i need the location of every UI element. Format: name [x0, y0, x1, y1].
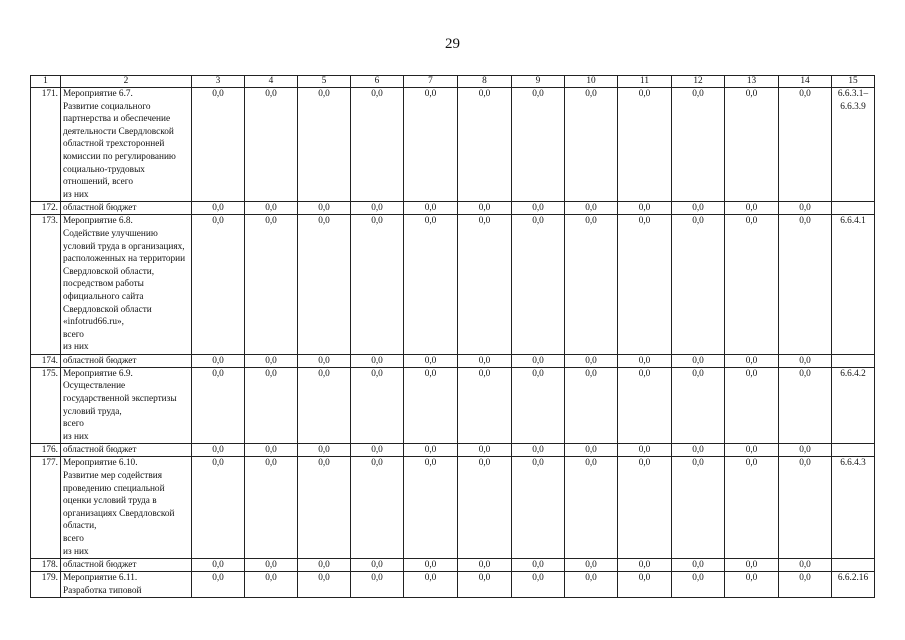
amount-cell: 0,0	[725, 202, 779, 215]
amount-cell: 0,0	[618, 88, 672, 202]
column-header: 8	[458, 76, 512, 88]
amount-cell: 0,0	[779, 202, 832, 215]
amount-cell: 0,0	[512, 367, 565, 444]
amount-cell: 0,0	[672, 354, 725, 367]
target-code-cell: 6.6.3.1– 6.6.3.9	[832, 88, 875, 202]
amount-cell: 0,0	[245, 444, 298, 457]
amount-cell: 0,0	[565, 354, 618, 367]
amount-cell: 0,0	[298, 457, 351, 559]
row-number-cell: 177.	[31, 457, 61, 559]
amount-cell: 0,0	[351, 88, 404, 202]
amount-cell: 0,0	[192, 444, 245, 457]
measure-name-cell: Мероприятие 6.10. Развитие мер содействия проведению специальной оценки условий труда в организациях Свердловской области, всего из них	[61, 457, 192, 559]
column-header: 2	[61, 76, 192, 88]
row-number-cell: 171.	[31, 88, 61, 202]
row-number-cell: 173.	[31, 215, 61, 355]
amount-cell: 0,0	[192, 367, 245, 444]
budget-table	[30, 75, 875, 598]
amount-cell: 0,0	[351, 457, 404, 559]
measure-name-cell: областной бюджет	[61, 202, 192, 215]
measure-name-cell: областной бюджет	[61, 444, 192, 457]
amount-cell: 0,0	[245, 367, 298, 444]
amount-cell: 0,0	[779, 367, 832, 444]
amount-cell: 0,0	[404, 572, 458, 598]
amount-cell: 0,0	[618, 444, 672, 457]
amount-cell: 0,0	[512, 572, 565, 598]
amount-cell: 0,0	[672, 444, 725, 457]
amount-cell: 0,0	[618, 354, 672, 367]
amount-cell: 0,0	[618, 367, 672, 444]
amount-cell: 0,0	[672, 559, 725, 572]
amount-cell: 0,0	[192, 354, 245, 367]
amount-cell: 0,0	[565, 559, 618, 572]
row-number-cell: 175.	[31, 367, 61, 444]
amount-cell: 0,0	[298, 354, 351, 367]
amount-cell: 0,0	[404, 88, 458, 202]
amount-cell: 0,0	[351, 559, 404, 572]
amount-cell: 0,0	[565, 88, 618, 202]
amount-cell: 0,0	[512, 88, 565, 202]
amount-cell: 0,0	[245, 202, 298, 215]
amount-cell: 0,0	[404, 367, 458, 444]
amount-cell: 0,0	[298, 215, 351, 355]
column-header: 13	[725, 76, 779, 88]
table-row	[31, 202, 875, 215]
amount-cell: 0,0	[512, 457, 565, 559]
amount-cell: 0,0	[404, 354, 458, 367]
column-header: 10	[565, 76, 618, 88]
amount-cell: 0,0	[779, 88, 832, 202]
amount-cell: 0,0	[298, 444, 351, 457]
amount-cell: 0,0	[351, 572, 404, 598]
amount-cell: 0,0	[404, 559, 458, 572]
column-header: 15	[832, 76, 875, 88]
amount-cell: 0,0	[404, 457, 458, 559]
column-header: 11	[618, 76, 672, 88]
amount-cell: 0,0	[298, 202, 351, 215]
column-header: 6	[351, 76, 404, 88]
table-body	[31, 88, 875, 598]
amount-cell: 0,0	[512, 444, 565, 457]
column-header: 5	[298, 76, 351, 88]
amount-cell: 0,0	[618, 559, 672, 572]
amount-cell: 0,0	[779, 354, 832, 367]
target-code-cell	[832, 202, 875, 215]
amount-cell: 0,0	[512, 215, 565, 355]
amount-cell: 0,0	[779, 444, 832, 457]
amount-cell: 0,0	[618, 202, 672, 215]
row-number-cell: 172.	[31, 202, 61, 215]
amount-cell: 0,0	[618, 457, 672, 559]
amount-cell: 0,0	[192, 202, 245, 215]
amount-cell: 0,0	[672, 215, 725, 355]
amount-cell: 0,0	[458, 88, 512, 202]
column-header: 1	[31, 76, 61, 88]
row-number-cell: 176.	[31, 444, 61, 457]
amount-cell: 0,0	[565, 444, 618, 457]
amount-cell: 0,0	[298, 88, 351, 202]
amount-cell: 0,0	[725, 367, 779, 444]
amount-cell: 0,0	[245, 572, 298, 598]
measure-name-cell: областной бюджет	[61, 354, 192, 367]
amount-cell: 0,0	[725, 457, 779, 559]
amount-cell: 0,0	[672, 457, 725, 559]
amount-cell: 0,0	[192, 559, 245, 572]
amount-cell: 0,0	[192, 88, 245, 202]
target-code-cell: 6.6.2.16	[832, 572, 875, 598]
amount-cell: 0,0	[672, 367, 725, 444]
amount-cell: 0,0	[672, 88, 725, 202]
amount-cell: 0,0	[618, 572, 672, 598]
amount-cell: 0,0	[298, 572, 351, 598]
amount-cell: 0,0	[245, 354, 298, 367]
measure-name-cell: Мероприятие 6.9. Осуществление государственной экспертизы условий труда, всего из них	[61, 367, 192, 444]
table-row	[31, 559, 875, 572]
amount-cell: 0,0	[458, 215, 512, 355]
amount-cell: 0,0	[245, 215, 298, 355]
amount-cell: 0,0	[565, 202, 618, 215]
amount-cell: 0,0	[618, 215, 672, 355]
amount-cell: 0,0	[565, 572, 618, 598]
amount-cell: 0,0	[512, 559, 565, 572]
table-row	[31, 457, 875, 559]
amount-cell: 0,0	[351, 202, 404, 215]
amount-cell: 0,0	[298, 559, 351, 572]
amount-cell: 0,0	[245, 559, 298, 572]
amount-cell: 0,0	[779, 215, 832, 355]
table-row	[31, 88, 875, 202]
amount-cell: 0,0	[351, 354, 404, 367]
table-row	[31, 572, 875, 598]
target-code-cell: 6.6.4.2	[832, 367, 875, 444]
measure-name-cell: областной бюджет	[61, 559, 192, 572]
amount-cell: 0,0	[725, 88, 779, 202]
measure-name-cell: Мероприятие 6.7. Развитие социального партнерства и обеспечение деятельности Свердловской областной трехсторонней комиссии по регулированию социально-трудовых отношений, всего из них	[61, 88, 192, 202]
amount-cell: 0,0	[192, 457, 245, 559]
measure-name-cell: Мероприятие 6.11. Разработка типовой	[61, 572, 192, 598]
amount-cell: 0,0	[779, 559, 832, 572]
amount-cell: 0,0	[351, 215, 404, 355]
row-number-cell: 174.	[31, 354, 61, 367]
amount-cell: 0,0	[565, 215, 618, 355]
amount-cell: 0,0	[779, 457, 832, 559]
amount-cell: 0,0	[725, 444, 779, 457]
amount-cell: 0,0	[458, 572, 512, 598]
amount-cell: 0,0	[298, 367, 351, 444]
target-code-cell: 6.6.4.3	[832, 457, 875, 559]
table-row	[31, 367, 875, 444]
amount-cell: 0,0	[458, 559, 512, 572]
column-header: 7	[404, 76, 458, 88]
column-header: 12	[672, 76, 725, 88]
amount-cell: 0,0	[512, 354, 565, 367]
column-header: 14	[779, 76, 832, 88]
table-row	[31, 215, 875, 355]
page-number: 29	[445, 36, 460, 52]
amount-cell: 0,0	[512, 202, 565, 215]
column-number-row	[31, 76, 875, 88]
amount-cell: 0,0	[725, 559, 779, 572]
row-number-cell: 179.	[31, 572, 61, 598]
amount-cell: 0,0	[458, 444, 512, 457]
target-code-cell	[832, 354, 875, 367]
target-code-cell	[832, 559, 875, 572]
amount-cell: 0,0	[725, 354, 779, 367]
amount-cell: 0,0	[458, 457, 512, 559]
amount-cell: 0,0	[672, 202, 725, 215]
amount-cell: 0,0	[672, 572, 725, 598]
amount-cell: 0,0	[458, 202, 512, 215]
row-number-cell: 178.	[31, 559, 61, 572]
column-header: 3	[192, 76, 245, 88]
target-code-cell	[832, 444, 875, 457]
amount-cell: 0,0	[192, 572, 245, 598]
table-row	[31, 444, 875, 457]
amount-cell: 0,0	[192, 215, 245, 355]
amount-cell: 0,0	[725, 572, 779, 598]
amount-cell: 0,0	[565, 367, 618, 444]
amount-cell: 0,0	[458, 367, 512, 444]
column-header: 9	[512, 76, 565, 88]
amount-cell: 0,0	[245, 88, 298, 202]
amount-cell: 0,0	[565, 457, 618, 559]
amount-cell: 0,0	[779, 572, 832, 598]
amount-cell: 0,0	[351, 444, 404, 457]
amount-cell: 0,0	[458, 354, 512, 367]
amount-cell: 0,0	[404, 215, 458, 355]
target-code-cell: 6.6.4.1	[832, 215, 875, 355]
amount-cell: 0,0	[245, 457, 298, 559]
amount-cell: 0,0	[725, 215, 779, 355]
column-header: 4	[245, 76, 298, 88]
amount-cell: 0,0	[404, 444, 458, 457]
measure-name-cell: Мероприятие 6.8. Содействие улучшению условий труда в организациях, расположенных на территории Свердловской области, посредством работы официального сайта Свердловской области «infotrud66.ru», всего из них	[61, 215, 192, 355]
table-row	[31, 354, 875, 367]
amount-cell: 0,0	[404, 202, 458, 215]
amount-cell: 0,0	[351, 367, 404, 444]
